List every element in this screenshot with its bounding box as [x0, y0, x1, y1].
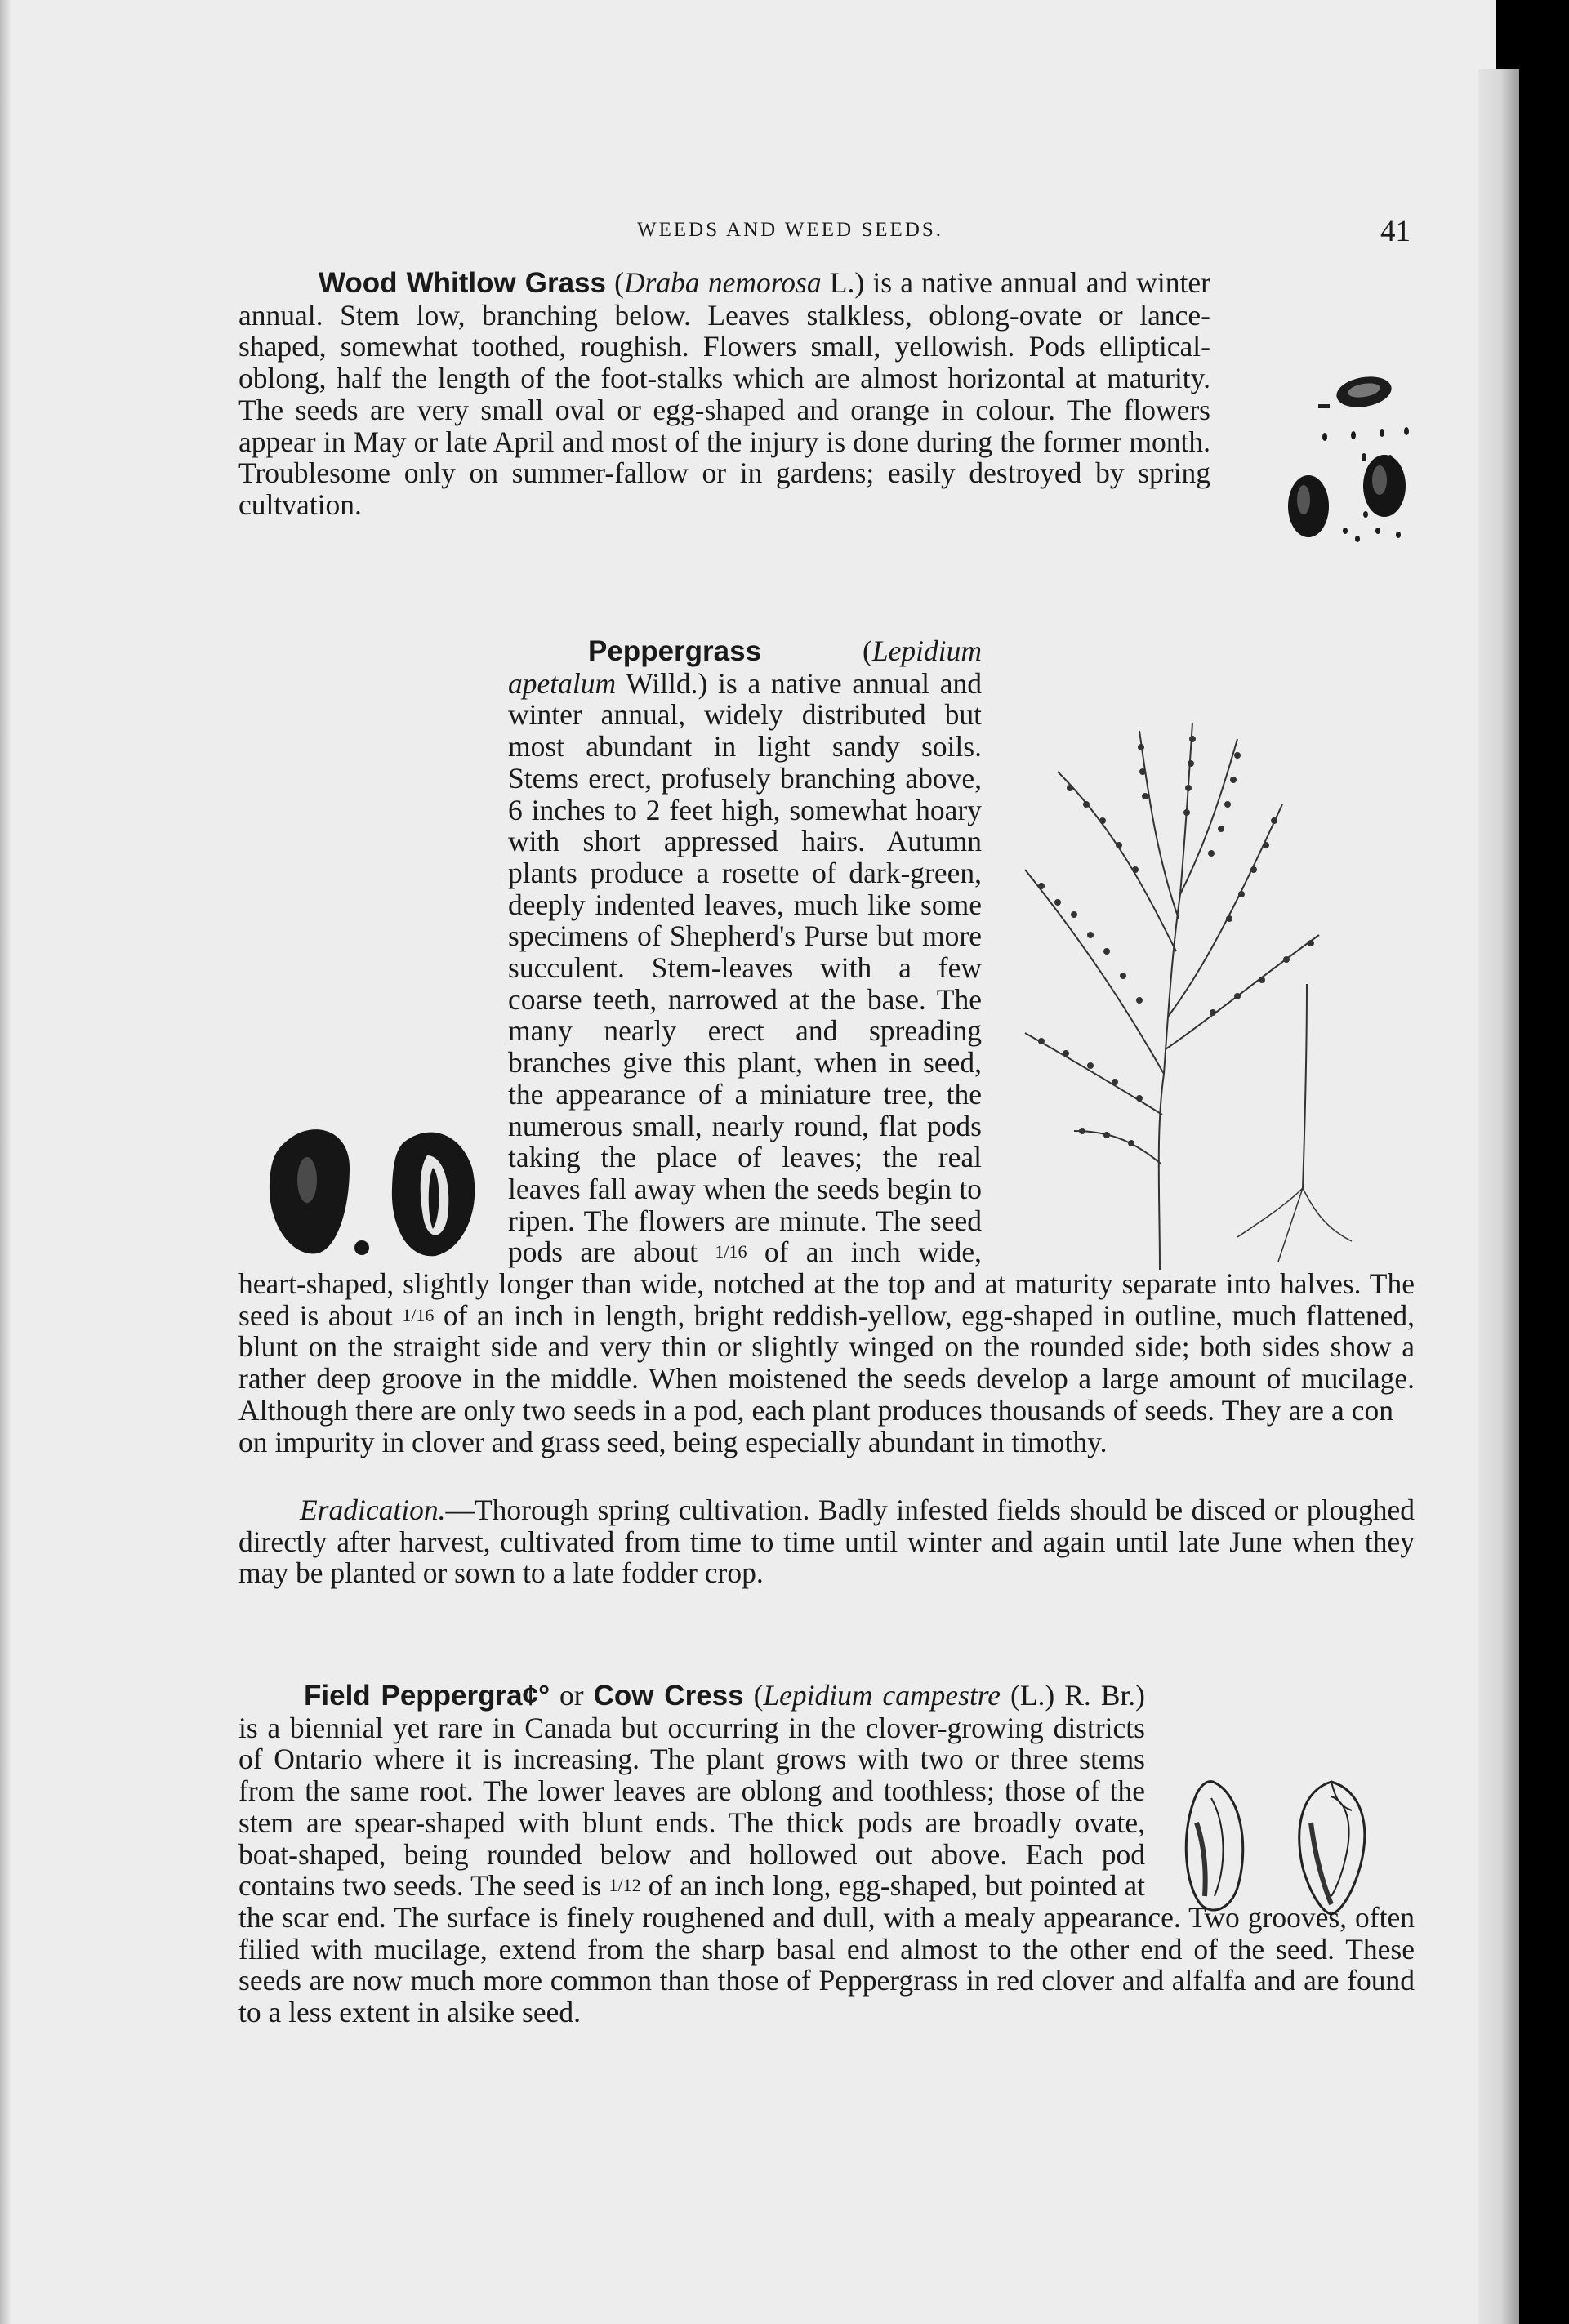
- wrap-spacer: [1145, 1741, 1415, 1896]
- page-edge: [1478, 69, 1519, 2324]
- peppergrass-sci-name: Lepidium apetalum: [508, 634, 982, 700]
- peppergrass-paragraph: Peppergrass (Lepidium apetalum Willd.) is a native annual and winter annual, widely distributed but most abundant in light sandy soils. Stems erect, profusely branching above, 6 inches to 2 feet high, somewhat hoary with short appressed hairs. Autumn plants produce a rosette of dark-green, deeply indented leaves, much like some specimens of Shepherd's Purse but more succulent. Stem-leaves with a few coarse teeth, narrowed at the base. The many nearly erect and spreading branches give this plant, when in seed, the appearance of a miniature tree, the numerous small, nearly round, flat pods taking the place of leaves; the real leaves fall away when the seeds begin to ripen. The flowers are minute. The seed pods are about 1/16 of an inch wide, heart-shaped, slightly longer than wide, notched at the top and at maturity separate into halves. The seed is about 1/16 of an inch in length, bright reddish-yellow, egg-shaped in outline, much flattened, blunt on the straight side and very thin or slightly winged on the rounded side; both sides show a rather deep groove in the middle. When moistened the seeds develop a large amount of mucilage. Although there are only two seeds in a pod, each plant produces thousands of seeds. They are a conon impurity in clover and grass seed, being especially abundant in timothy.: [238, 634, 1415, 1458]
- peppergrass-author: Willd.: [626, 666, 698, 700]
- eradication-label: Eradication.: [300, 1494, 446, 1526]
- peppergrass-description: ) is a native annual and winter annual, widely distributed but most abundant in light sandy soils. Stems erect, profusely branching above, 6 inches to 2 feet high, somewhat hoary with short appressed hairs. Autumn plants produce a rosette of dark-green, deeply indented leaves, much like some specimens of Shepherd's Purse but more succulent. Stem-leaves with a few coarse teeth, narrowed at the base. The many nearly erect and spreading branches give this plant, when in seed, the appearance of a miniature tree, the numerous small, nearly round, flat pods taking the place of leaves; the real leaves fall away when the seeds begin to ripen. The flowers are minute. The seed pods are about: [508, 666, 982, 1269]
- field-peppergrass-author: (L.) R. Br.: [1010, 1679, 1136, 1712]
- eradication-text: —Thorough spring cultivation. Badly infested fields should be disced or ploughed directly after harvest, cultivated from time to time until winter and again until late June when they may be planted or sown to a late fodder crop.: [238, 1494, 1415, 1590]
- wood-whitlow-name: Wood Whitlow Grass: [319, 267, 606, 299]
- seed-size-fraction: 1/12: [608, 1875, 641, 1896]
- field-peppergrass-sci-name: Lepidium campestre: [763, 1679, 1001, 1712]
- field-peppergrass-description: ) is a biennial yet rare in Canada but occurring in the clover-growing districts of Ontario where it is increasing. The plant grows with two or three stems from the same root. The lower leaves are oblong and toothless; those of the stem are spear-shaped with blunt ends. The thick pods are broadly ovate, boat-shaped, being rounded below and hollowed out above. Each pod contains two seeds. The seed is: [238, 1679, 1145, 1903]
- wrap-spacer-left: [238, 1093, 508, 1264]
- cow-cress-name: Cow Cress: [593, 1680, 744, 1712]
- wrap-spacer: [982, 701, 1415, 1264]
- pod-width-fraction: 1/16: [715, 1241, 747, 1262]
- wood-whitlow-description: ) is a native annual and winter annual. Stem low, branching below. Leaves stalkless, oblong-ovate or lance-shaped, somewhat toothed, roughish. Flowers small, yellowish. Pods elliptical-oblong, half the length of the foot-stalks which are almost horizontal at maturity. The seeds are very small oval or egg-shaped and orange in colour. The flowers appear in May or late April and most of the injury is done during the former month. Troublesome only on summer-fallow or in gardens; easily destroyed by spring cultvation.: [238, 266, 1210, 521]
- wrap-spacer: [1210, 390, 1415, 496]
- wood-whitlow-author: L.: [829, 266, 855, 299]
- seed-length-fraction: 1/16: [402, 1304, 435, 1325]
- peppergrass-name: Peppergrass: [588, 635, 762, 667]
- field-peppergrass-paragraph: Field Peppergra¢° or Cow Cress (Lepidium campestre (L.) R. Br.) is a biennial yet rare in Canada but occurring in the clover-growing districts of Ontario where it is increasing. The plant grows with two or three stems from the same root. The lower leaves are oblong and toothless; those of the stem are spear-shaped with blunt ends. The thick pods are broadly ovate, boat-shaped, being rounded below and hollowed out above. Each pod contains two seeds. The seed is 1/12 of an inch long, egg-shaped, but pointed at the scar end. The surface is finely roughened and dull, with a mealy appearance. Two grooves, often filied with mucilage, extend from the sharp basal end almost to the other end of the seed. These seeds are now much more common than those of Peppergrass in red clover and alfalfa and are found to a less extent in alsike seed.: [238, 1679, 1415, 2029]
- field-peppergrass-name: Field Peppergra¢°: [304, 1680, 550, 1712]
- running-head: WEEDS AND WEED SEEDS.: [637, 219, 944, 241]
- wood-whitlow-paragraph: Wood Whitlow Grass (Draba nemorosa L.) is a native annual and winter annual. Stem low, branching below. Leaves stalkless, oblong-ovate or lance-shaped, somewhat toothed, roughish. Flowers small, yellowish. Pods elliptical-oblong, half the length of the foot-stalks which are almost horizontal at maturity. The seeds are very small oval or egg-shaped and orange in colour. The flowers appear in May or late April and most of the injury is done during the former month. Troublesome only on summer-fallow or in gardens; easily destroyed by spring cultvation.: [238, 267, 1415, 521]
- page-number: 41: [1380, 215, 1411, 248]
- page-gutter: [0, 0, 11, 2324]
- eradication-paragraph: [238, 1494, 1415, 1589]
- wood-whitlow-sci-name: Draba nemorosa: [623, 266, 822, 299]
